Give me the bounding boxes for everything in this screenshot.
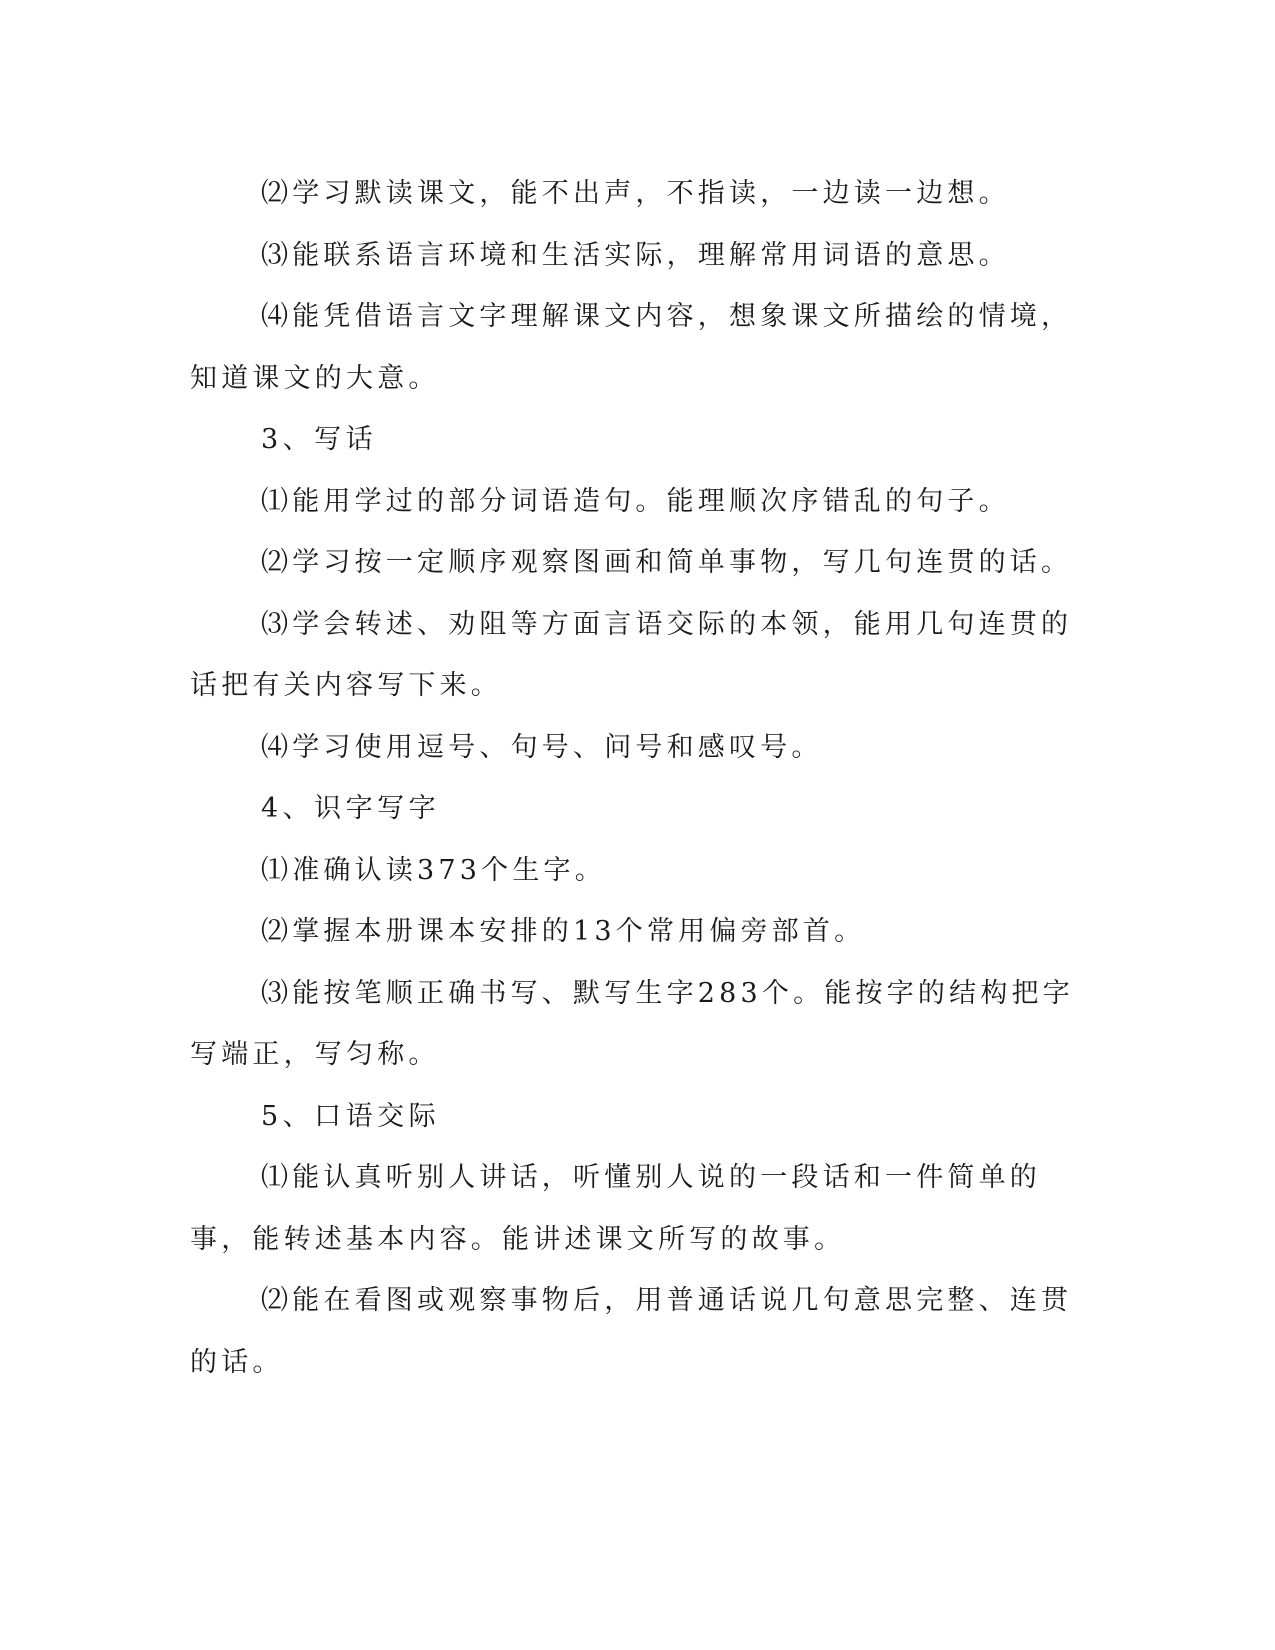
paragraph-text-understanding: ⑷能凭借语言文字理解课文内容，想象课文所描绘的情境，知道课文的大意。 [190,301,1073,394]
paragraph-retelling: ⑶学会转述、劝阻等方面言语交际的本领，能用几句连贯的话把有关内容写下来。 [190,608,1073,701]
section-heading-oral-communication: 5、口语交际 [261,1100,441,1132]
paragraph-silent-reading: ⑵学习默读课文，能不出声，不指读，一边读一边想。 [261,178,1010,209]
paragraph-listening: ⑴能认真听别人讲话，听懂别人说的一段话和一件简单的事，能转述基本内容。能讲述课文所写的故事。 [190,1162,1041,1255]
paragraph-word-meaning: ⑶能联系语言环境和生活实际，理解常用词语的意思。 [261,239,1010,271]
paragraph-sentence-making: ⑴能用学过的部分词语造句。能理顺次序错乱的句子。 [261,485,1010,517]
paragraph-radicals: ⑵掌握本册课本安排的13个常用偏旁部首。 [261,916,866,947]
section-heading-writing: 3、写话 [261,424,378,455]
paragraph-picture-observation: ⑵学习按一定顺序观察图画和简单事物，写几句连贯的话。 [261,547,1073,578]
paragraph-speaking: ⑵能在看图或观察事物后，用普通话说几句意思完整、连贯的话。 [190,1285,1073,1378]
section-heading-literacy: 4、识字写字 [261,793,441,824]
paragraph-character-reading: ⑴准确认读373个生字。 [261,854,606,886]
paragraph-punctuation: ⑷学习使用逗号、句号、问号和感叹号。 [261,731,823,763]
document-body [190,163,1080,1393]
paragraph-character-writing: ⑶能按笔顺正确书写、默写生字283个。能按字的结构把字写端正，写匀称。 [190,977,1074,1070]
